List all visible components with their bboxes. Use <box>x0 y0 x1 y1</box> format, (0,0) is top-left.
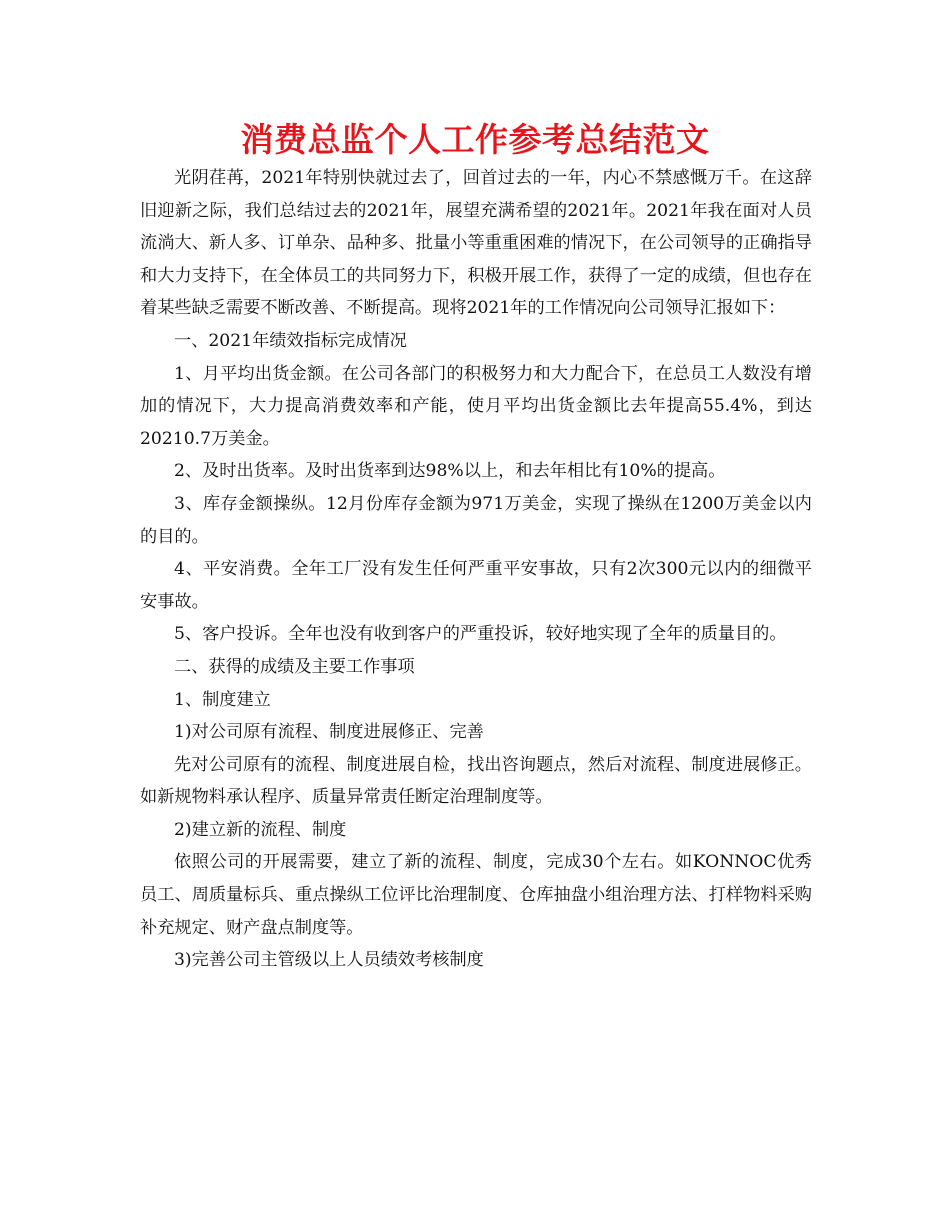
paragraph-revise-existing: 先对公司原有的流程、制度进展自检，找出咨询题点，然后对流程、制度进展修正。如新规物料承认程序、质量异常责任断定治理制度等。 <box>140 754 812 808</box>
paragraph-item-5: 5、客户投诉。全年也没有收到客户的严重投诉，较好地实现了全年的质量目的。 <box>174 624 787 645</box>
paragraph-item-3: 3、库存金额操纵。12月份库存金额为971万美金，实现了操纵在1200万美金以内的目的。 <box>140 493 812 547</box>
subheading-build-new: 2)建立新的流程、制度 <box>174 819 347 840</box>
heading-section-1: 一、2021年绩效指标完成情况 <box>174 330 407 351</box>
subheading-performance-appraisal: 3)完善公司主管级以上人员绩效考核制度 <box>174 950 484 971</box>
paragraph-intro: 光阴荏苒，2021年特别快就过去了，回首过去的一年，内心不禁感慨万千。在这辞旧迎新之际，我们总结过去的2021年，展望充满希望的2021年。2021年我在面对人员流淌大、新人多、订单杂、品种多、批量小等重重困难的情况下，在公司领导的正确指导和大力支持下，在全体员工的共同努力下，积极开展工作，获得了一定的成绩，但也存在着某些缺乏需要不断改善、不断提高。现将2021年的工作情况向公司领导汇报如下： <box>140 168 812 319</box>
subheading-system-building: 1、制度建立 <box>174 689 271 710</box>
document-title: 消费总监个人工作参考总结范文 <box>240 120 710 159</box>
subheading-revise-existing: 1)对公司原有流程、制度进展修正、完善 <box>174 722 484 743</box>
paragraph-item-4: 4、平安消费。全年工厂没有发生任何严重平安事故，只有2次300元以内的细微平安事故。 <box>140 559 812 612</box>
paragraph-build-new: 依照公司的开展需要，建立了新的流程、制度，完成30个左右。如KONNOC优秀员工、周质量标兵、重点操纵工位评比治理制度、仓库抽盘小组治理方法、打样物料采购补充规定、财产盘点制度等。 <box>140 852 812 938</box>
heading-section-2: 二、获得的成绩及主要工作事项 <box>174 656 415 677</box>
paragraph-item-1: 1、月平均出货金额。在公司各部门的积极努力和大力配合下，在总员工人数没有增加的情况下，大力提高消费效率和产能，使月平均出货金额比去年提高55.4%，到达20210.7万美金。 <box>140 363 812 449</box>
document-body <box>140 162 812 977</box>
paragraph-item-2: 2、及时出货率。及时出货率到达98%以上，和去年相比有10%的提高。 <box>174 461 726 482</box>
